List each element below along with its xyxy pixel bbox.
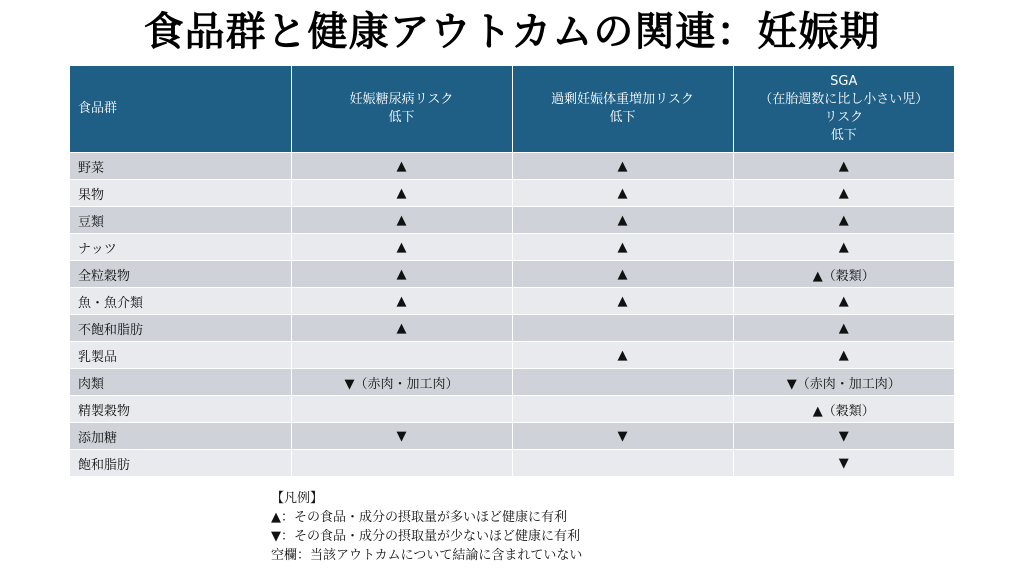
cell-gdm-risk: ▲ <box>291 315 512 342</box>
table-row <box>70 153 954 180</box>
cell-weight-gain-risk: ▲ <box>512 207 733 234</box>
cell-gdm-risk <box>291 396 512 423</box>
legend-title: 【凡例】 <box>271 491 324 506</box>
header-gdm-risk: 妊娠糖尿病リスク 低下 <box>291 66 512 153</box>
cell-food-group: 豆類 <box>70 207 291 234</box>
cell-gdm-risk: ▲ <box>291 153 512 180</box>
cell-food-group: 魚・魚介類 <box>70 288 291 315</box>
cell-sga-risk: ▲ <box>733 153 954 180</box>
cell-gdm-risk: ▲ <box>291 180 512 207</box>
cell-gdm-risk: ▲ <box>291 234 512 261</box>
table-row <box>70 369 954 396</box>
header-food-group: 食品群 <box>70 66 291 153</box>
cell-gdm-risk: ▲ <box>291 207 512 234</box>
cell-food-group: 飽和脂肪 <box>70 450 291 477</box>
table-row <box>70 396 954 423</box>
table-row <box>70 234 954 261</box>
table-row <box>70 207 954 234</box>
cell-weight-gain-risk <box>512 369 733 396</box>
table-row <box>70 450 954 477</box>
table-row <box>70 342 954 369</box>
table-header-row <box>70 66 954 153</box>
cell-sga-risk: ▲ <box>733 234 954 261</box>
cell-sga-risk: ▲（穀類） <box>733 261 954 288</box>
cell-gdm-risk <box>291 342 512 369</box>
cell-weight-gain-risk: ▲ <box>512 342 733 369</box>
cell-weight-gain-risk: ▼ <box>512 423 733 450</box>
table-row <box>70 288 954 315</box>
cell-gdm-risk: ▼ <box>291 423 512 450</box>
table-row <box>70 261 954 288</box>
cell-weight-gain-risk <box>512 450 733 477</box>
food-outcome-table <box>70 66 954 476</box>
cell-weight-gain-risk: ▲ <box>512 261 733 288</box>
cell-sga-risk: ▼ <box>733 423 954 450</box>
cell-sga-risk: ▲（穀類） <box>733 396 954 423</box>
cell-food-group: 野菜 <box>70 153 291 180</box>
table-row <box>70 423 954 450</box>
cell-weight-gain-risk <box>512 396 733 423</box>
cell-gdm-risk: ▲ <box>291 288 512 315</box>
cell-weight-gain-risk: ▲ <box>512 234 733 261</box>
cell-food-group: 精製穀物 <box>70 396 291 423</box>
cell-sga-risk: ▼（赤肉・加工肉） <box>733 369 954 396</box>
cell-sga-risk: ▼ <box>733 450 954 477</box>
cell-sga-risk: ▲ <box>733 180 954 207</box>
header-weight-gain-risk: 過剰妊娠体重増加リスク 低下 <box>512 66 733 153</box>
legend-blank: 空欄：当該アウトカムについて結論に含まれていない <box>271 548 583 563</box>
cell-food-group: 肉類 <box>70 369 291 396</box>
cell-gdm-risk <box>291 450 512 477</box>
cell-food-group: 全粒穀物 <box>70 261 291 288</box>
table-row <box>70 315 954 342</box>
cell-weight-gain-risk <box>512 315 733 342</box>
legend <box>271 489 582 565</box>
cell-sga-risk: ▲ <box>733 315 954 342</box>
cell-food-group: 果物 <box>70 180 291 207</box>
cell-weight-gain-risk: ▲ <box>512 153 733 180</box>
page-title: 食品群と健康アウトカムの関連：妊娠期 <box>143 9 881 55</box>
cell-gdm-risk: ▲ <box>291 261 512 288</box>
legend-up: ▲：その食品・成分の摂取量が多いほど健康に有利 <box>271 510 567 525</box>
cell-sga-risk: ▲ <box>733 207 954 234</box>
legend-down: ▼：その食品・成分の摂取量が少ないほど健康に有利 <box>271 529 580 544</box>
cell-weight-gain-risk: ▲ <box>512 288 733 315</box>
header-sga-risk: SGA （在胎週数に比し小さい児） リスク 低下 <box>733 66 954 153</box>
cell-sga-risk: ▲ <box>733 288 954 315</box>
cell-food-group: ナッツ <box>70 234 291 261</box>
table-row <box>70 180 954 207</box>
cell-food-group: 不飽和脂肪 <box>70 315 291 342</box>
cell-food-group: 添加糖 <box>70 423 291 450</box>
table-body <box>70 153 954 477</box>
cell-sga-risk: ▲ <box>733 342 954 369</box>
cell-weight-gain-risk: ▲ <box>512 180 733 207</box>
cell-gdm-risk: ▼（赤肉・加工肉） <box>291 369 512 396</box>
cell-food-group: 乳製品 <box>70 342 291 369</box>
